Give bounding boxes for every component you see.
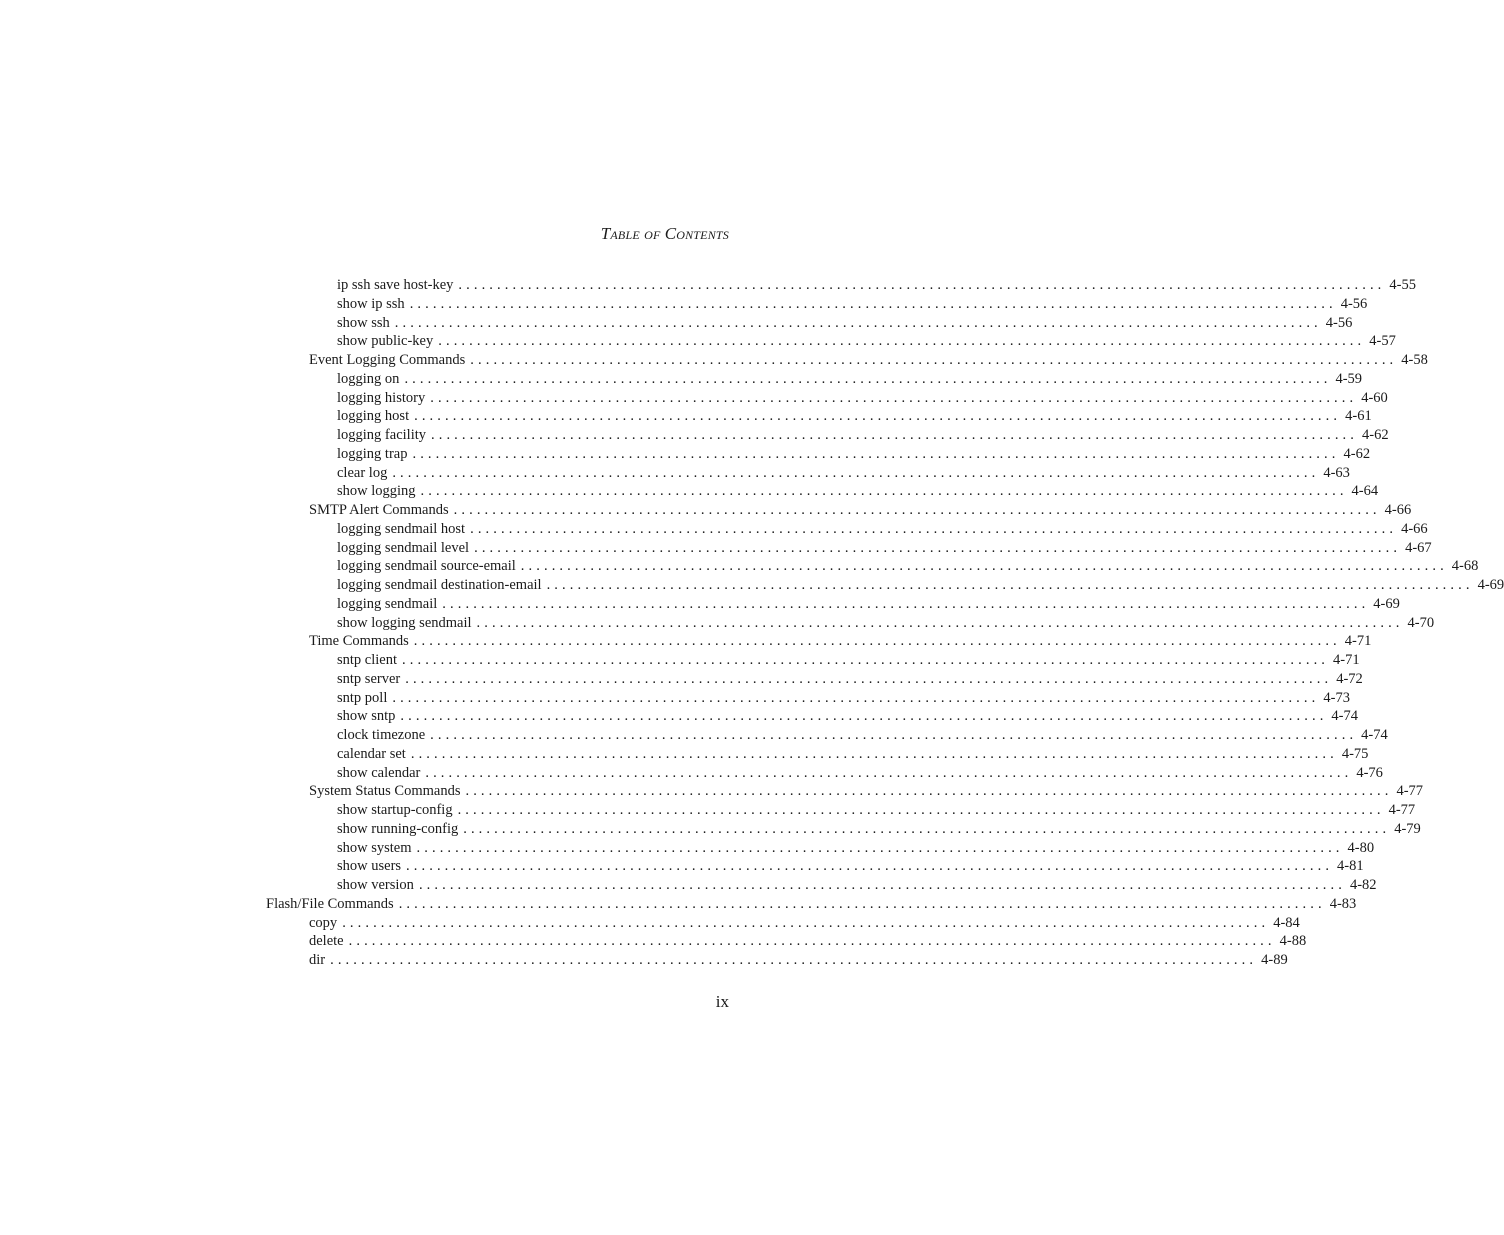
toc-entry[interactable]	[309, 632, 1372, 651]
dot-leader: ........................................................................................................................	[398, 895, 1326, 912]
toc-entry-title: logging sendmail destination-email	[337, 577, 542, 593]
toc-entry-title: SMTP Alert Commands	[309, 502, 449, 518]
toc-entry-page: 4-57	[1369, 333, 1396, 350]
toc-entry[interactable]	[337, 839, 1375, 858]
dot-leader: ........................................................................................................................	[413, 633, 1341, 650]
page-number: ix	[715, 992, 729, 1011]
toc-entry[interactable]	[337, 651, 1360, 670]
toc-entry[interactable]	[309, 951, 1288, 970]
dot-leader: ........................................................................................................................	[404, 370, 1332, 387]
toc-entry-page: 4-67	[1405, 539, 1432, 556]
dot-leader: ........................................................................................................................	[546, 577, 1474, 593]
toc-entry[interactable]	[337, 595, 1400, 614]
toc-entry[interactable]	[337, 764, 1383, 783]
toc-entry-page: 4-88	[1279, 933, 1307, 950]
dot-leader: ........................................................................................................................	[414, 408, 1342, 425]
toc-entry-title: show ssh	[337, 314, 390, 331]
toc-entry-page: 4-68	[1451, 558, 1479, 575]
dot-leader: ........................................................................................................................	[458, 277, 1386, 293]
toc-entry-page: 4-66	[1401, 520, 1428, 537]
toc-entry-title: logging sendmail level	[337, 539, 470, 556]
running-header-title: TABLE OF CONTENTS	[600, 224, 729, 243]
toc-entry-page: 4-79	[1394, 820, 1421, 837]
toc-entry-title: Time Commands	[309, 633, 409, 650]
toc-entry-title: show calendar	[337, 764, 421, 781]
dot-leader: ........................................................................................................................	[412, 445, 1340, 462]
toc-entry-page: 4-83	[1329, 895, 1357, 912]
toc-entry-page: 4-62	[1362, 427, 1389, 443]
toc-entry-title: show version	[337, 877, 414, 893]
toc-entry-page: 4-89	[1261, 952, 1288, 968]
toc-entry-title: logging sendmail	[337, 595, 438, 612]
toc-entry-title: show users	[337, 858, 402, 875]
toc-entry-title: logging sendmail source-email	[337, 558, 516, 575]
toc-entry-page: 4-63	[1323, 464, 1350, 481]
dot-leader: ........................................................................................................................	[470, 520, 1398, 537]
toc-entry[interactable]	[337, 689, 1350, 708]
toc-entry[interactable]	[337, 857, 1364, 876]
dot-leader: ........................................................................................................................	[420, 483, 1348, 500]
toc-entry[interactable]	[337, 726, 1388, 745]
dot-leader: ........................................................................................................................	[465, 783, 1393, 800]
toc-entry-page: 4-71	[1333, 652, 1360, 668]
toc-entry-title: clear log	[337, 464, 388, 481]
toc-entry-title: logging history	[337, 389, 426, 406]
toc-entry[interactable]	[337, 276, 1416, 295]
toc-entry-title: show logging	[337, 483, 416, 500]
toc-entry[interactable]	[337, 557, 1479, 576]
toc-entry[interactable]	[337, 314, 1353, 333]
toc-entry-title: logging facility	[337, 427, 426, 443]
toc-entry-page: 4-77	[1396, 783, 1424, 800]
toc-entry-title: logging sendmail host	[337, 520, 466, 537]
toc-entry-title: sntp server	[337, 670, 401, 687]
toc-entry-title: calendar set	[337, 745, 406, 762]
toc-entry[interactable]	[337, 670, 1363, 689]
toc-entry[interactable]	[337, 539, 1432, 558]
toc-entry-page: 4-76	[1356, 764, 1383, 781]
toc-entry[interactable]	[337, 332, 1396, 351]
toc-entry-page: 4-75	[1341, 745, 1369, 762]
toc-entry[interactable]	[337, 445, 1371, 464]
dot-leader: ........................................................................................................................	[418, 877, 1346, 893]
toc-entry-title: copy	[309, 914, 338, 931]
toc-entry-page: 4-82	[1349, 877, 1377, 893]
dot-leader: ........................................................................................................................	[392, 689, 1320, 706]
toc-entry-page: 4-62	[1343, 445, 1371, 462]
toc-entry-title: show running-config	[337, 820, 459, 837]
toc-entry[interactable]	[309, 782, 1424, 801]
toc-entry-page: 4-84	[1273, 914, 1300, 931]
toc-entry-title: logging on	[337, 370, 400, 387]
toc-entry-title: show startup-config	[337, 802, 453, 818]
toc-entry[interactable]	[337, 576, 1504, 595]
dot-leader: ........................................................................................................................	[400, 708, 1328, 725]
dot-leader: ........................................................................................................................	[394, 314, 1322, 331]
dot-leader: ........................................................................................................................	[405, 670, 1333, 687]
toc-entry-title: show ip ssh	[337, 295, 405, 312]
toc-entry[interactable]	[309, 932, 1307, 951]
dot-leader: ........................................................................................................................	[476, 614, 1404, 631]
dot-leader: ........................................................................................................................	[410, 745, 1338, 762]
toc-entry[interactable]	[337, 295, 1368, 314]
toc-entry-title: delete	[309, 933, 344, 950]
toc-entry-title: dir	[309, 952, 326, 968]
toc-entry-title: logging trap	[337, 445, 408, 462]
toc-entry-page: 4-58	[1401, 352, 1428, 368]
dot-leader: ........................................................................................................................	[430, 727, 1358, 743]
toc-entry[interactable]	[309, 351, 1428, 370]
dot-leader: ........................................................................................................................	[457, 802, 1385, 818]
toc-entry[interactable]	[337, 876, 1377, 895]
toc-entry[interactable]	[337, 464, 1350, 483]
toc-entry-page: 4-71	[1344, 633, 1372, 650]
dot-leader: ........................................................................................................................	[431, 427, 1358, 443]
dot-leader: ........................................................................................................................	[470, 352, 1398, 368]
dot-leader: ........................................................................................................................	[453, 502, 1381, 518]
toc-entry[interactable]	[266, 895, 1357, 914]
toc-entry-page: 4-56	[1325, 314, 1353, 331]
toc-entry[interactable]	[337, 820, 1421, 839]
dot-leader: ........................................................................................................................	[402, 652, 1330, 668]
toc-entry[interactable]	[309, 501, 1412, 520]
dot-leader: ........................................................................................................................	[438, 333, 1366, 350]
toc-entry-page: 4-56	[1340, 295, 1368, 312]
toc-entry-title: logging host	[337, 408, 410, 425]
dot-leader: ........................................................................................................................	[342, 914, 1270, 931]
toc-entry-title: show system	[337, 839, 412, 856]
toc-entry-page: 4-70	[1407, 614, 1435, 631]
dot-leader: ........................................................................................................................	[425, 764, 1353, 781]
dot-leader: ........................................................................................................................	[409, 295, 1337, 312]
toc-entry-page: 4-59	[1335, 370, 1363, 387]
toc-entry-title: Flash/File Commands	[266, 895, 394, 912]
toc-entry-title: clock timezone	[337, 727, 426, 743]
toc-entry-page: 4-61	[1345, 408, 1372, 425]
toc-entry[interactable]	[337, 389, 1388, 408]
toc-entry-page: 4-60	[1361, 389, 1388, 406]
toc-entry-title: sntp poll	[337, 689, 388, 706]
running-header	[601, 224, 729, 244]
toc-entry-page: 4-81	[1337, 858, 1364, 875]
dot-leader: ........................................................................................................................	[474, 539, 1402, 556]
toc-entry-title: ip ssh save host-key	[337, 277, 454, 293]
table-of-contents	[0, 276, 1504, 970]
dot-leader: ........................................................................................................................	[463, 820, 1391, 837]
toc-entry[interactable]	[337, 707, 1359, 726]
toc-entry[interactable]	[337, 614, 1435, 633]
toc-entry-page: 4-69	[1477, 577, 1504, 593]
toc-entry-page: 4-74	[1331, 708, 1359, 725]
toc-entry-page: 4-55	[1389, 277, 1416, 293]
toc-entry[interactable]	[337, 370, 1363, 389]
toc-entry-title: show public-key	[337, 333, 434, 350]
dot-leader: ........................................................................................................................	[442, 595, 1370, 612]
toc-entry-page: 4-73	[1323, 689, 1350, 706]
toc-entry-page: 4-72	[1336, 670, 1363, 687]
toc-entry[interactable]	[337, 482, 1379, 501]
toc-entry-title: System Status Commands	[309, 783, 461, 800]
toc-entry-title: Event Logging Commands	[309, 352, 466, 368]
toc-entry[interactable]	[309, 914, 1300, 933]
toc-entry-title: show logging sendmail	[337, 614, 472, 631]
toc-entry[interactable]	[337, 426, 1389, 445]
dot-leader: ........................................................................................................................	[330, 952, 1258, 968]
dot-leader: ........................................................................................................................	[430, 389, 1358, 406]
dot-leader: ........................................................................................................................	[416, 839, 1344, 856]
dot-leader: ........................................................................................................................	[406, 858, 1334, 875]
toc-entry[interactable]	[337, 407, 1372, 426]
toc-entry-page: 4-74	[1361, 727, 1388, 743]
toc-entry-page: 4-66	[1384, 502, 1412, 518]
toc-entry-page: 4-77	[1388, 802, 1416, 818]
dot-leader: ........................................................................................................................	[392, 464, 1320, 481]
toc-entry-page: 4-69	[1373, 595, 1400, 612]
toc-entry-title: sntp client	[337, 652, 398, 668]
toc-entry-title: show sntp	[337, 708, 396, 725]
toc-entry[interactable]	[337, 801, 1416, 820]
toc-entry-page: 4-80	[1347, 839, 1375, 856]
toc-entry[interactable]	[337, 520, 1428, 539]
toc-entry-page: 4-64	[1351, 483, 1379, 500]
dot-leader: ........................................................................................................................	[348, 933, 1276, 950]
toc-entry[interactable]	[337, 745, 1369, 764]
dot-leader: ........................................................................................................................	[520, 558, 1448, 575]
